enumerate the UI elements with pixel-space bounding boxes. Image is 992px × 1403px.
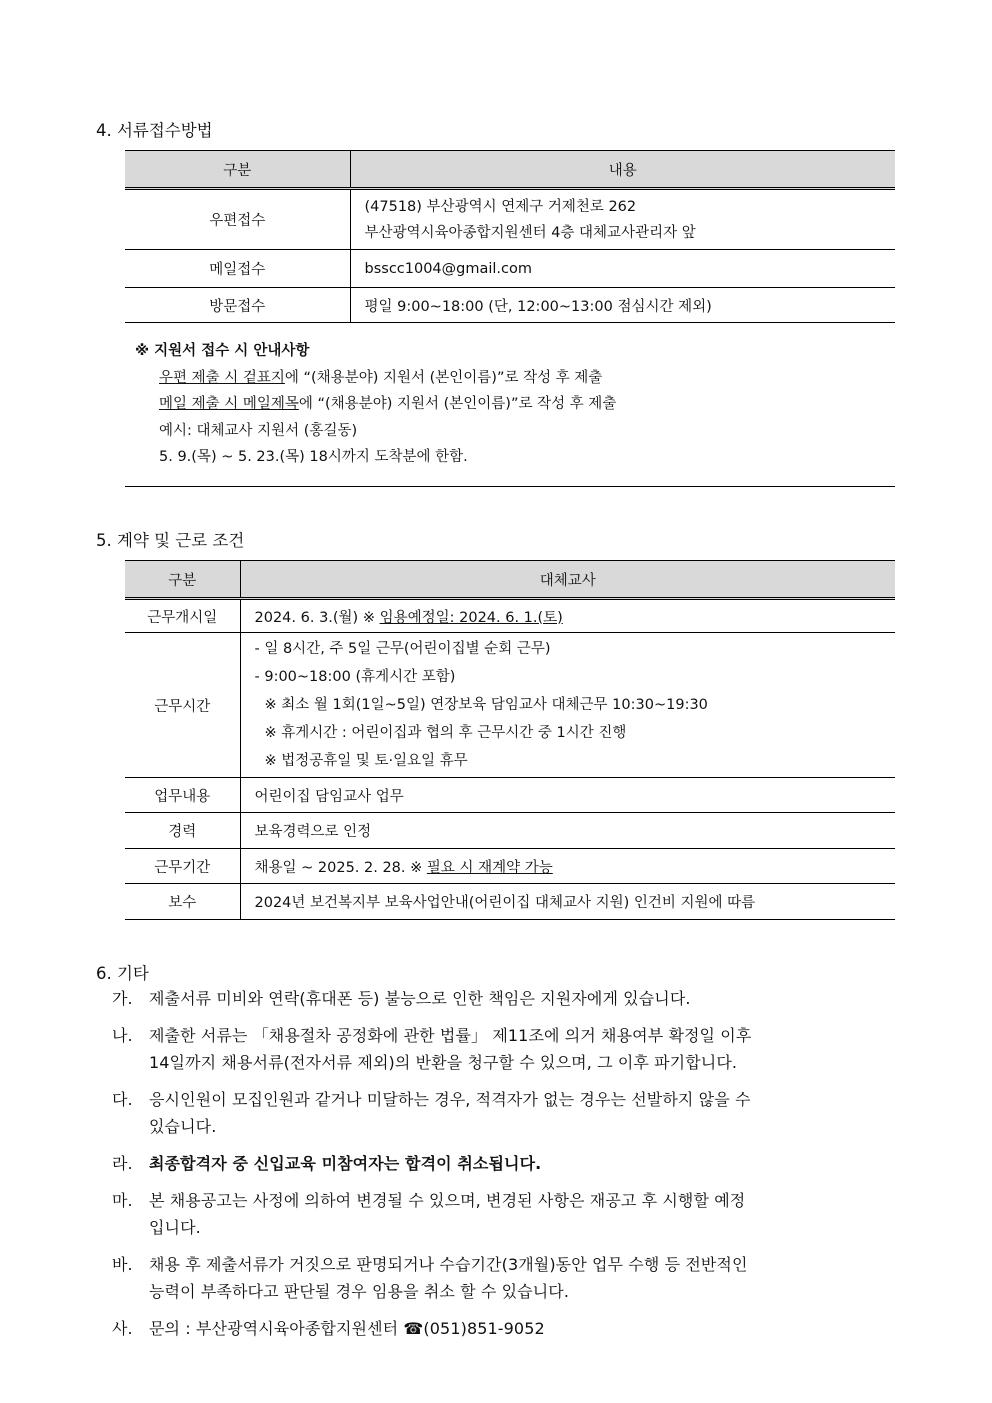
email-address: bsscc1004@gmail.com xyxy=(350,250,895,288)
postal-recipient: 부산광역시육아종합지원센터 4층 대체교사관리자 앞 xyxy=(364,224,696,241)
career-text: 보육경력으로 인정 xyxy=(240,813,895,849)
row-label: 방문접수 xyxy=(125,288,350,323)
hours-line: - 일 8시간, 주 5일 근무(어린이집별 순회 근무) xyxy=(254,641,551,657)
notice-title: ※ 지원서 접수 시 안내사항 xyxy=(135,343,310,359)
section-6-heading: 6. 기타 xyxy=(96,964,149,983)
row-label: 근무기간 xyxy=(125,849,240,884)
table-header-content: 내용 xyxy=(350,151,895,189)
table-row xyxy=(125,250,895,288)
row-label: 근무시간 xyxy=(125,633,240,778)
table-row xyxy=(125,778,895,813)
list-item: 라. 최종합격자 중 신입교육 미참여자는 합격이 취소됩니다. xyxy=(112,1154,542,1173)
notice-line: 5. 9.(목) ~ 5. 23.(목) 18시까지 도착분에 한함. xyxy=(159,449,468,465)
table-row xyxy=(125,813,895,849)
table-row xyxy=(125,599,895,633)
row-label: 근무개시일 xyxy=(125,599,240,633)
list-item: 바. 채용 후 제출서류가 거짓으로 판명되거나 수습기간(3개월)동안 업무 수행 등 전반적인 능력이 부족하다고 판단될 경우 임용을 취소 할 수 있습니다. xyxy=(112,1255,748,1301)
hours-line: ※ 최소 월 1회(1일~5일) 연장보육 담임교사 대체근무 10:30~19:30 xyxy=(264,697,708,713)
postal-address: (47518) 부산광역시 연제구 거제천로 262 xyxy=(364,198,637,215)
contact-info: 문의 : 부산광역시육아종합지원센터 ☎(051)851-9052 xyxy=(149,1319,545,1338)
row-label: 업무내용 xyxy=(125,778,240,813)
hours-line: ※ 휴게시간 : 어린이집과 협의 후 근무시간 중 1시간 진행 xyxy=(264,725,627,741)
section-5-heading: 5. 계약 및 근로 조건 xyxy=(96,531,245,550)
table-row xyxy=(125,884,895,920)
hours-line: - 9:00~18:00 (휴게시간 포함) xyxy=(254,669,456,685)
visit-hours: 평일 9:00~18:00 (단, 12:00~13:00 점심시간 제외) xyxy=(350,288,895,323)
table-header-category: 구분 xyxy=(125,151,350,189)
row-label: 보수 xyxy=(125,884,240,920)
list-item: 가. 제출서류 미비와 연락(휴대폰 등) 불능으로 인한 책임은 지원자에게 있습니다. xyxy=(112,989,691,1008)
notice-line: 메일 제출 시 메일제목에 “(채용분야) 지원서 (본인이름)”로 작성 후 제출 xyxy=(159,396,617,412)
section-4-heading: 4. 서류접수방법 xyxy=(96,121,213,140)
list-item: 마. 본 채용공고는 사정에 의하여 변경될 수 있으며, 변경된 사항은 재공고 후 시행할 예정 입니다. xyxy=(112,1191,746,1237)
row-label: 우편접수 xyxy=(125,189,350,250)
table-row xyxy=(125,633,895,778)
row-label: 메일접수 xyxy=(125,250,350,288)
table-row xyxy=(125,849,895,884)
divider xyxy=(125,486,895,487)
row-label: 경력 xyxy=(125,813,240,849)
table-header-category: 구분 xyxy=(125,561,240,599)
duty-text: 어린이집 담임교사 업무 xyxy=(240,778,895,813)
submission-notice xyxy=(125,338,895,471)
list-item: 나. 제출한 서류는 「채용절차 공정화에 관한 법률」 제11조에 의거 채용여부 확정일 이후 14일까지 채용서류(전자서류 제외)의 반환을 청구할 수 있으며, 그 이후 파기합니다. xyxy=(112,1026,752,1072)
table-row xyxy=(125,189,895,250)
other-notes xyxy=(112,985,902,1352)
contract-conditions-table xyxy=(125,560,895,920)
list-item: 다. 응시인원이 모집인원과 같거나 미달하는 경우, 적격자가 없는 경우는 선발하지 않을 수 있습니다. xyxy=(112,1090,751,1136)
table-header-position: 대체교사 xyxy=(240,561,895,599)
table-row xyxy=(125,288,895,323)
hours-line: ※ 법정공휴일 및 토·일요일 휴무 xyxy=(264,753,468,769)
start-date: 2024. 6. 3.(월) ※ 임용예정일: 2024. 6. 1.(토) xyxy=(240,599,895,633)
submission-method-table xyxy=(125,150,895,323)
pay-text: 2024년 보건복지부 보육사업안내(어린이집 대체교사 지원) 인건비 지원에 따름 xyxy=(240,884,895,920)
notice-line: 예시: 대체교사 지원서 (홍길동) xyxy=(159,422,358,439)
notice-line: 우편 제출 시 겉표지에 “(채용분야) 지원서 (본인이름)”로 작성 후 제출 xyxy=(159,369,603,386)
list-item: 사. 문의 : 부산광역시육아종합지원센터 ☎(051)851-9052 xyxy=(112,1315,902,1342)
period-text: 채용일 ~ 2025. 2. 28. ※ 필요 시 재계약 가능 xyxy=(240,849,895,884)
